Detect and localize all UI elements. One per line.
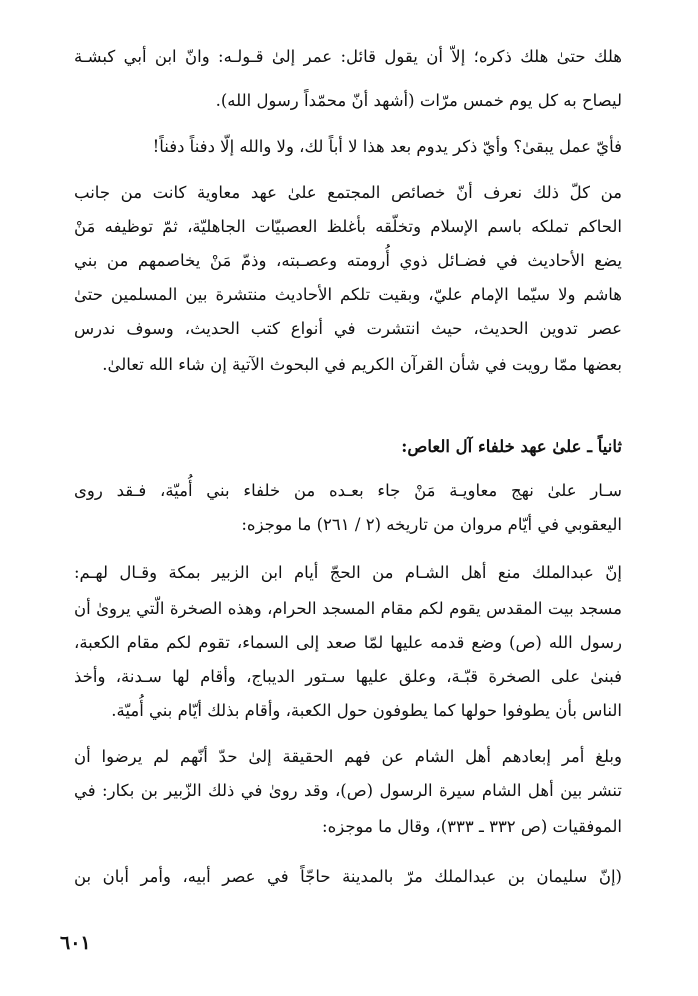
text-line: الحاكم تملكه باسم الإسلام وتخلّقه بأغلظ العصبيّات الجاهليّة، ثمّ توظيفه مَنْ [74,217,622,236]
text-line: (إنّ سليمان بن عبدالملك مرّ بالمدينة حاجّاً في عصر أبيه، وأمر أبان بن [74,867,622,886]
text-line: فأيّ عمل يبقىٰ؟ وأيّ ذكر يدوم بعد هذا لا أباً لك، ولا والله إلّا دفناً دفناً! [152,137,622,156]
text-line: ليصاح به كل يوم خمس مرّات (أشهد أنّ محمّداً رسول الله). [215,91,622,110]
text-line: الناس بأن يطوفوا حولها كما يطوفون حول الكعبة، وأقام بذلك أيّام بني أُميّة. [111,701,622,720]
text-line: يضع الأحاديث في فضـائل ذوي أُرومته وعصـبته، وذمّ مَنْ يخاصمهم من بني [74,251,622,270]
text-line: اليعقوبي في أيّام مروان من تاريخه (٢ / ٢٦١) ما موجزه: [241,515,622,534]
text-line: عصر تدوين الحديث، حيث انتشرت في أنواع كتب الحديث، وسوف ندرس [74,319,622,338]
text-line: سـار علىٰ نهج معاويـة مَنْ جاء بعـده من خلفاء بني أُميّة، فـقد روى [74,481,622,500]
text-line: هلك حتىٰ هلك ذكره؛ إلاّ أن يقول قائل: عمر إلىٰ قـولـه: وانّ ابن أبي كبشـة [74,47,622,66]
text-line: إنّ عبدالملك منع أهل الشـام من الحجّ أيام ابن الزبير بمكة وقـال لهـم: [74,563,622,582]
text-line: رسول الله (ص) وضع قدمه عليها لمّا صعد إلى السماء، تقوم لكم مقام الكعبة، [74,633,622,652]
text-line: هاشم ولا سيّما الإمام عليّ، وبقيت تلكم الأحاديث منتشرة بين المسلمين حتىٰ [74,285,622,304]
text-line: الموفقيات (ص ٣٣٢ ـ ٣٣٣)، وقال ما موجزه: [322,817,622,836]
text-line: بعضها ممّا رويت في شأن القرآن الكريم في البحوث الآتية إن شاء الله تعالىٰ. [102,355,622,374]
text-line: وبلغ أمر إبعادهم أهل الشام عن فهم الحقيقة إلىٰ حدّ أنّهم لم يرضوا أن [74,747,622,766]
text-line: فبنىٰ على الصخرة قبّـة، وعلق عليها سـتور الديباج، وأقام لها سـدنة، وأخذ [74,667,622,686]
page-number: ٦٠١ [60,932,91,954]
text-line: تنشر بين أهل الشام سيرة الرسول (ص)، وقد روىٰ في ذلك الزّبير بن بكار: في [74,781,622,800]
section-heading: ثانياً ـ علىٰ عهد خلفاء آل العاص: [401,437,622,456]
text-line: مسجد بيت المقدس يقوم لكم مقام المسجد الحرام، وهذه الصخرة الّتي يروىٰ أن [74,599,622,618]
text-line: من كلّ ذلك نعرف أنّ خصائص المجتمع علىٰ عهد معاوية كانت من جانب [74,183,622,202]
